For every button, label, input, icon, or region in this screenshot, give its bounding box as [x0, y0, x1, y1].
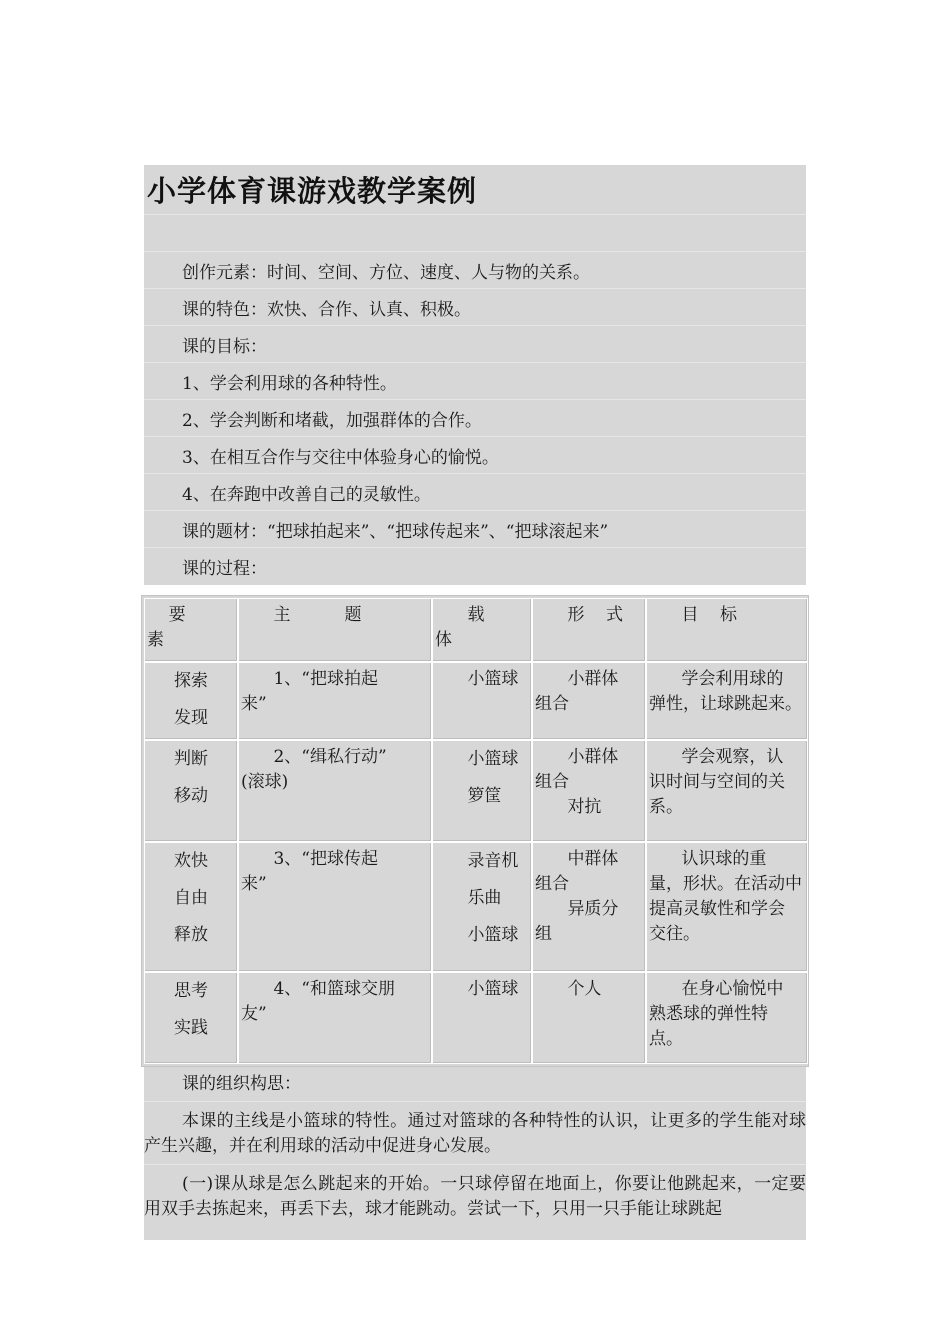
- intro-paragraph: 课的题材：“把球拍起来”、“把球传起来”、“把球滚起来”: [144, 511, 806, 548]
- header-goal: 目 标: [646, 598, 808, 662]
- intro-paragraph: 课的过程：: [182, 559, 267, 579]
- intro-paragraph: 2、学会判断和堵截，加强群体的合作。: [144, 400, 806, 437]
- table-cell-carrier: 小篮球 箩筐: [432, 740, 532, 842]
- intro-paragraph: 1、学会利用球的各种特性。: [144, 363, 806, 400]
- intro-paragraph: 4、在奔跑中改善自己的灵敏性。: [144, 474, 806, 511]
- lesson-process-table: [141, 595, 809, 1067]
- table-cell-carrier: 小篮球: [432, 662, 532, 740]
- title-row: [144, 165, 806, 215]
- table-cell-element: 判断 移动: [144, 740, 238, 842]
- header-carrier: 载 体: [432, 598, 532, 662]
- table-cell-form: 个人: [532, 972, 646, 1064]
- table-cell-goal: 学会观察，认 识时间与空间的关 系。: [646, 740, 808, 842]
- table-cell-carrier: 录音机 乐曲 小篮球: [432, 842, 532, 972]
- table-cell-goal: 学会利用球的 弹性，让球跳起来。: [646, 662, 808, 740]
- body-paragraph: 本课的主线是小篮球的特性。通过对篮球的各种特性的认识，让更多的学生能对球产生兴趣，并在利用球的活动中促进身心发展。: [144, 1102, 806, 1165]
- document-title: 小学体育课游戏教学案例: [147, 174, 478, 208]
- table-cell-form: 小群体 组合 对抗: [532, 740, 646, 842]
- table-cell-element: 欢快 自由 释放: [144, 842, 238, 972]
- table-cell-goal: 在身心愉悦中 熟悉球的弹性特 点。: [646, 972, 808, 1064]
- body-paragraph: (一)课从球是怎么跳起来的开始。一只球停留在地面上，你要让他跳起来，一定要用双手去拣起来，再丢下去，球才能跳动。尝试一下，只用一只手能让球跳起: [144, 1174, 806, 1219]
- section-heading: 课的组织构思：: [144, 1067, 806, 1102]
- intro-paragraph: 课的特色：欢快、合作、认真、积极。: [144, 289, 806, 326]
- table-cell-topic: 1、“把球拍起 来”: [238, 662, 432, 740]
- intro-paragraph: 课的目标：: [144, 326, 806, 363]
- intro-paragraph: 3、在相互合作与交往中体验身心的愉悦。: [144, 437, 806, 474]
- header-element: 要 素: [144, 598, 238, 662]
- blank-row: [144, 215, 806, 252]
- table-cell-topic: 2、“缉私行动” (滚球): [238, 740, 432, 842]
- organization-section: [144, 1067, 806, 1240]
- table-cell-element: 探索 发现: [144, 662, 238, 740]
- table-cell-goal: 认识球的重 量，形状。在活动中 提高灵敏性和学会 交往。: [646, 842, 808, 972]
- table-cell-topic: 4、“和篮球交朋 友”: [238, 972, 432, 1064]
- intro-paragraph: 创作元素：时间、空间、方位、速度、人与物的关系。: [144, 252, 806, 289]
- header-topic: 主 题: [238, 598, 432, 662]
- table-cell-carrier: 小篮球: [432, 972, 532, 1064]
- intro-section: [144, 165, 806, 585]
- table-cell-form: 小群体 组合: [532, 662, 646, 740]
- table-cell-topic: 3、“把球传起 来”: [238, 842, 432, 972]
- header-form: 形 式: [532, 598, 646, 662]
- table-cell-form: 中群体 组合 异质分 组: [532, 842, 646, 972]
- table-cell-element: 思考 实践: [144, 972, 238, 1064]
